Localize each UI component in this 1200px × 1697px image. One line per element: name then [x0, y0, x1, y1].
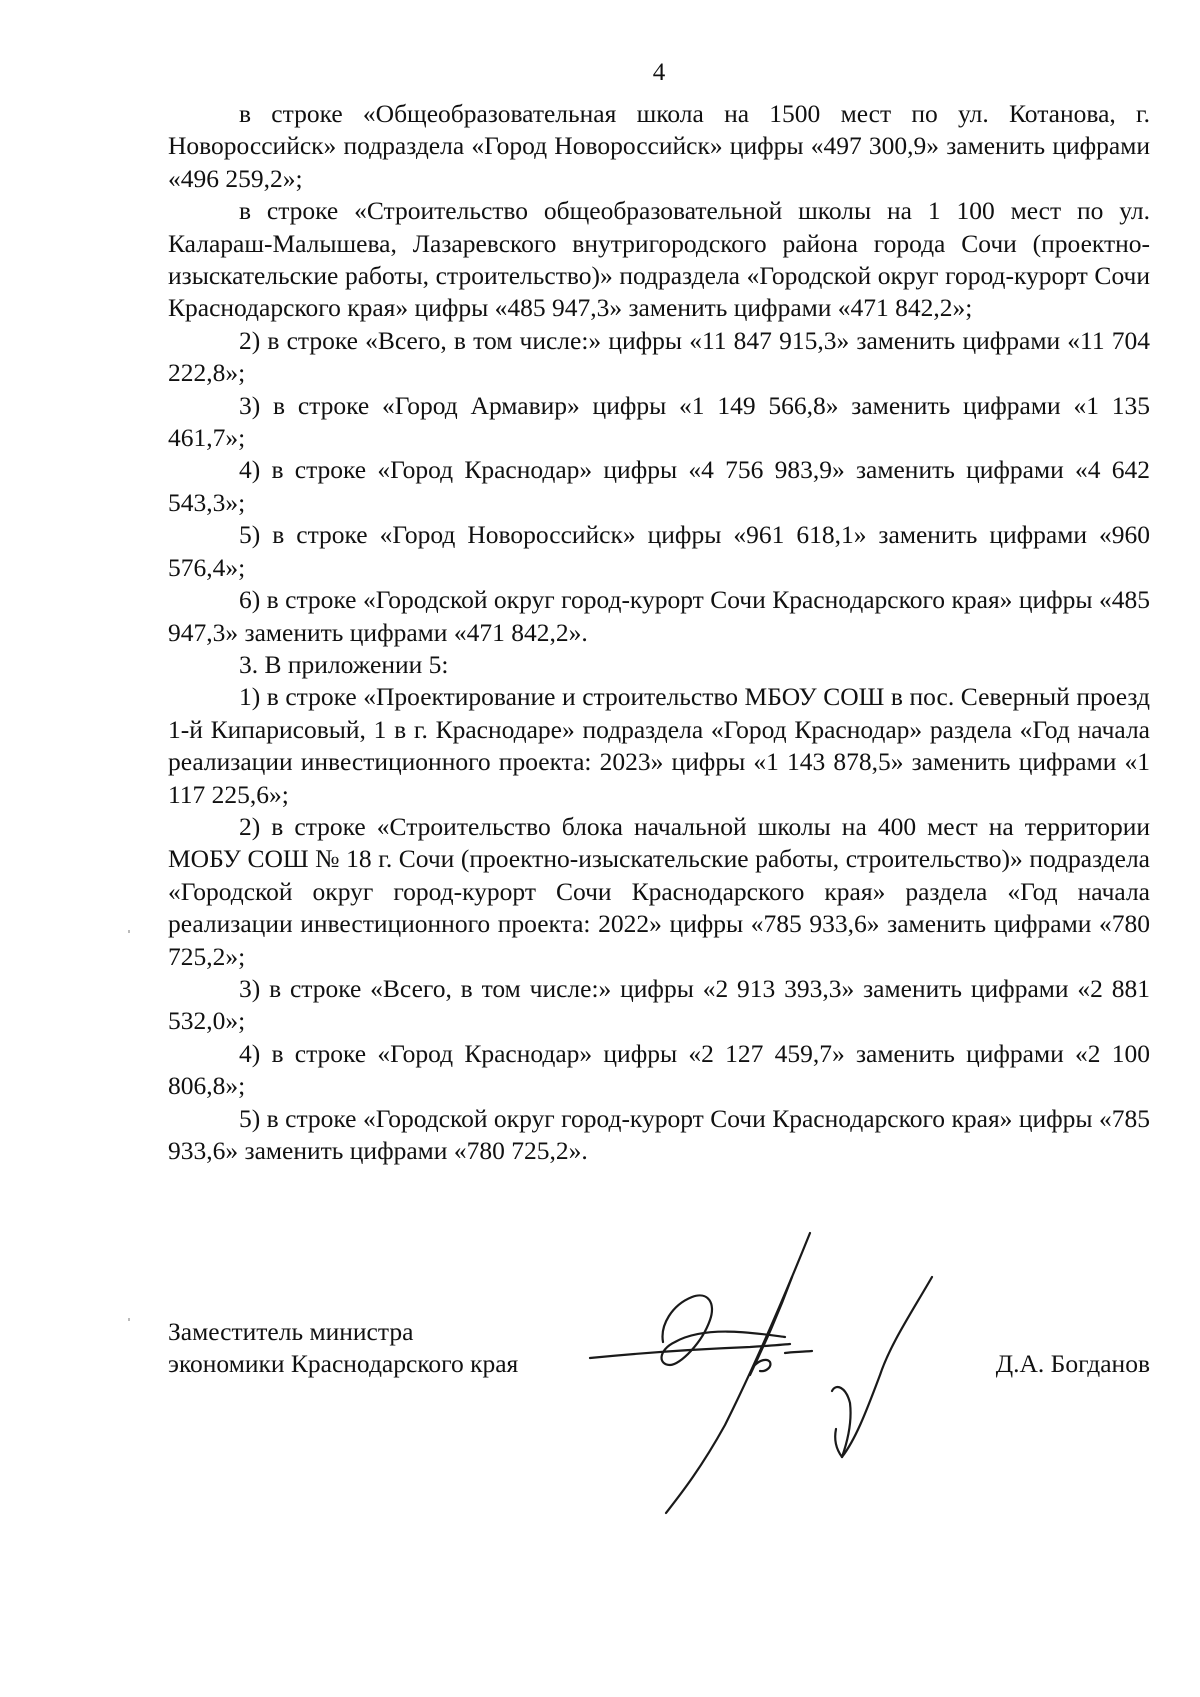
signatory-title-line1: Заместитель министра: [168, 1317, 414, 1346]
paragraph-krasnodar: 4) в строке «Город Краснодар» цифры «4 756 983,9» заменить цифрами «4 642 543,3»;: [168, 455, 1150, 517]
page-number: 4: [652, 59, 666, 86]
paragraph-appendix5-item5: 5) в строке «Городской округ город-курорт Сочи Краснодарского края» цифры «785 933,6» заменить цифрами «780 725,2».: [168, 1103, 1150, 1165]
signatory-name: Д.А. Богданов: [995, 1349, 1150, 1378]
scan-mark: [128, 1318, 130, 1321]
signatory-title: [168, 1316, 518, 1381]
paragraph-total-line: 2) в строке «Всего, в том числе:» цифры «11 847 915,3» заменить цифрами «11 704 222,8»;: [168, 325, 1150, 388]
signatory-title-line2: экономики Краснодарского края: [168, 1349, 519, 1379]
handwritten-signature: [580, 1225, 1000, 1515]
paragraph-school-novorossiysk: в строке «Общеобразовательная школа на 1500 мест по ул. Котанова, г. Новороссийск» подраздела «Город Новороссийск» цифры «497 300,9» заменить цифрами «496 259,2»;: [168, 99, 1150, 193]
paragraph-appendix5-item4: 4) в строке «Город Краснодар» цифры «2 127 459,7» заменить цифрами «2 100 806,8»;: [168, 1038, 1150, 1101]
paragraph-school-sochi-kalarash: в строке «Строительство общеобразовательной школы на 1 100 мест по ул. Калараш-Малышева, Лазаревского внутригородского района города Сочи (проектно-изыскательские работы, строительство)» подраздела «Городской округ город-курорт Сочи Краснодарского края» цифры «485 947,3» заменить цифрами «471 842,2»;: [168, 196, 1150, 323]
paragraph-armavir: 3) в строке «Город Армавир» цифры «1 149 566,8» заменить цифрами «1 135 461,7»;: [168, 390, 1150, 453]
paragraph-sochi: 6) в строке «Городской округ город-курорт Сочи Краснодарского края» цифры «485 947,3» заменить цифрами «471 842,2».: [168, 585, 1150, 647]
scan-mark: [128, 930, 130, 933]
paragraph-appendix5-item3: 3) в строке «Всего, в том числе:» цифры «2 913 393,3» заменить цифрами «2 881 532,0»;: [168, 973, 1150, 1036]
paragraph-appendix5-item1: 1) в строке «Проектирование и строительство МБОУ СОШ в пос. Северный проезд 1-й Кипарисовый, 1 в г. Краснодаре» подраздела «Город Краснодар» раздела «Год начала реализации инвестиционного проекта: 2023» цифры «1 143 878,5» заменить цифрами «1 117 225,6»;: [168, 682, 1150, 809]
document-body: [168, 98, 1150, 1167]
section-heading-appendix-5: 3. В приложении 5:: [239, 649, 449, 679]
paragraph-appendix5-item2: 2) в строке «Строительство блока начальной школы на 400 мест на территории МОБУ СОШ № 18 г. Сочи (проектно-изыскательские работы, строительство)» подраздела «Городской округ город-курорт Сочи Краснодарского края» раздела «Год начала реализации инвестиционного проекта: 2022» цифры «785 933,6» заменить цифрами «780 725,2»;: [168, 811, 1150, 971]
paragraph-novorossiysk: 5) в строке «Город Новороссийск» цифры «961 618,1» заменить цифрами «960 576,4»;: [168, 520, 1150, 582]
